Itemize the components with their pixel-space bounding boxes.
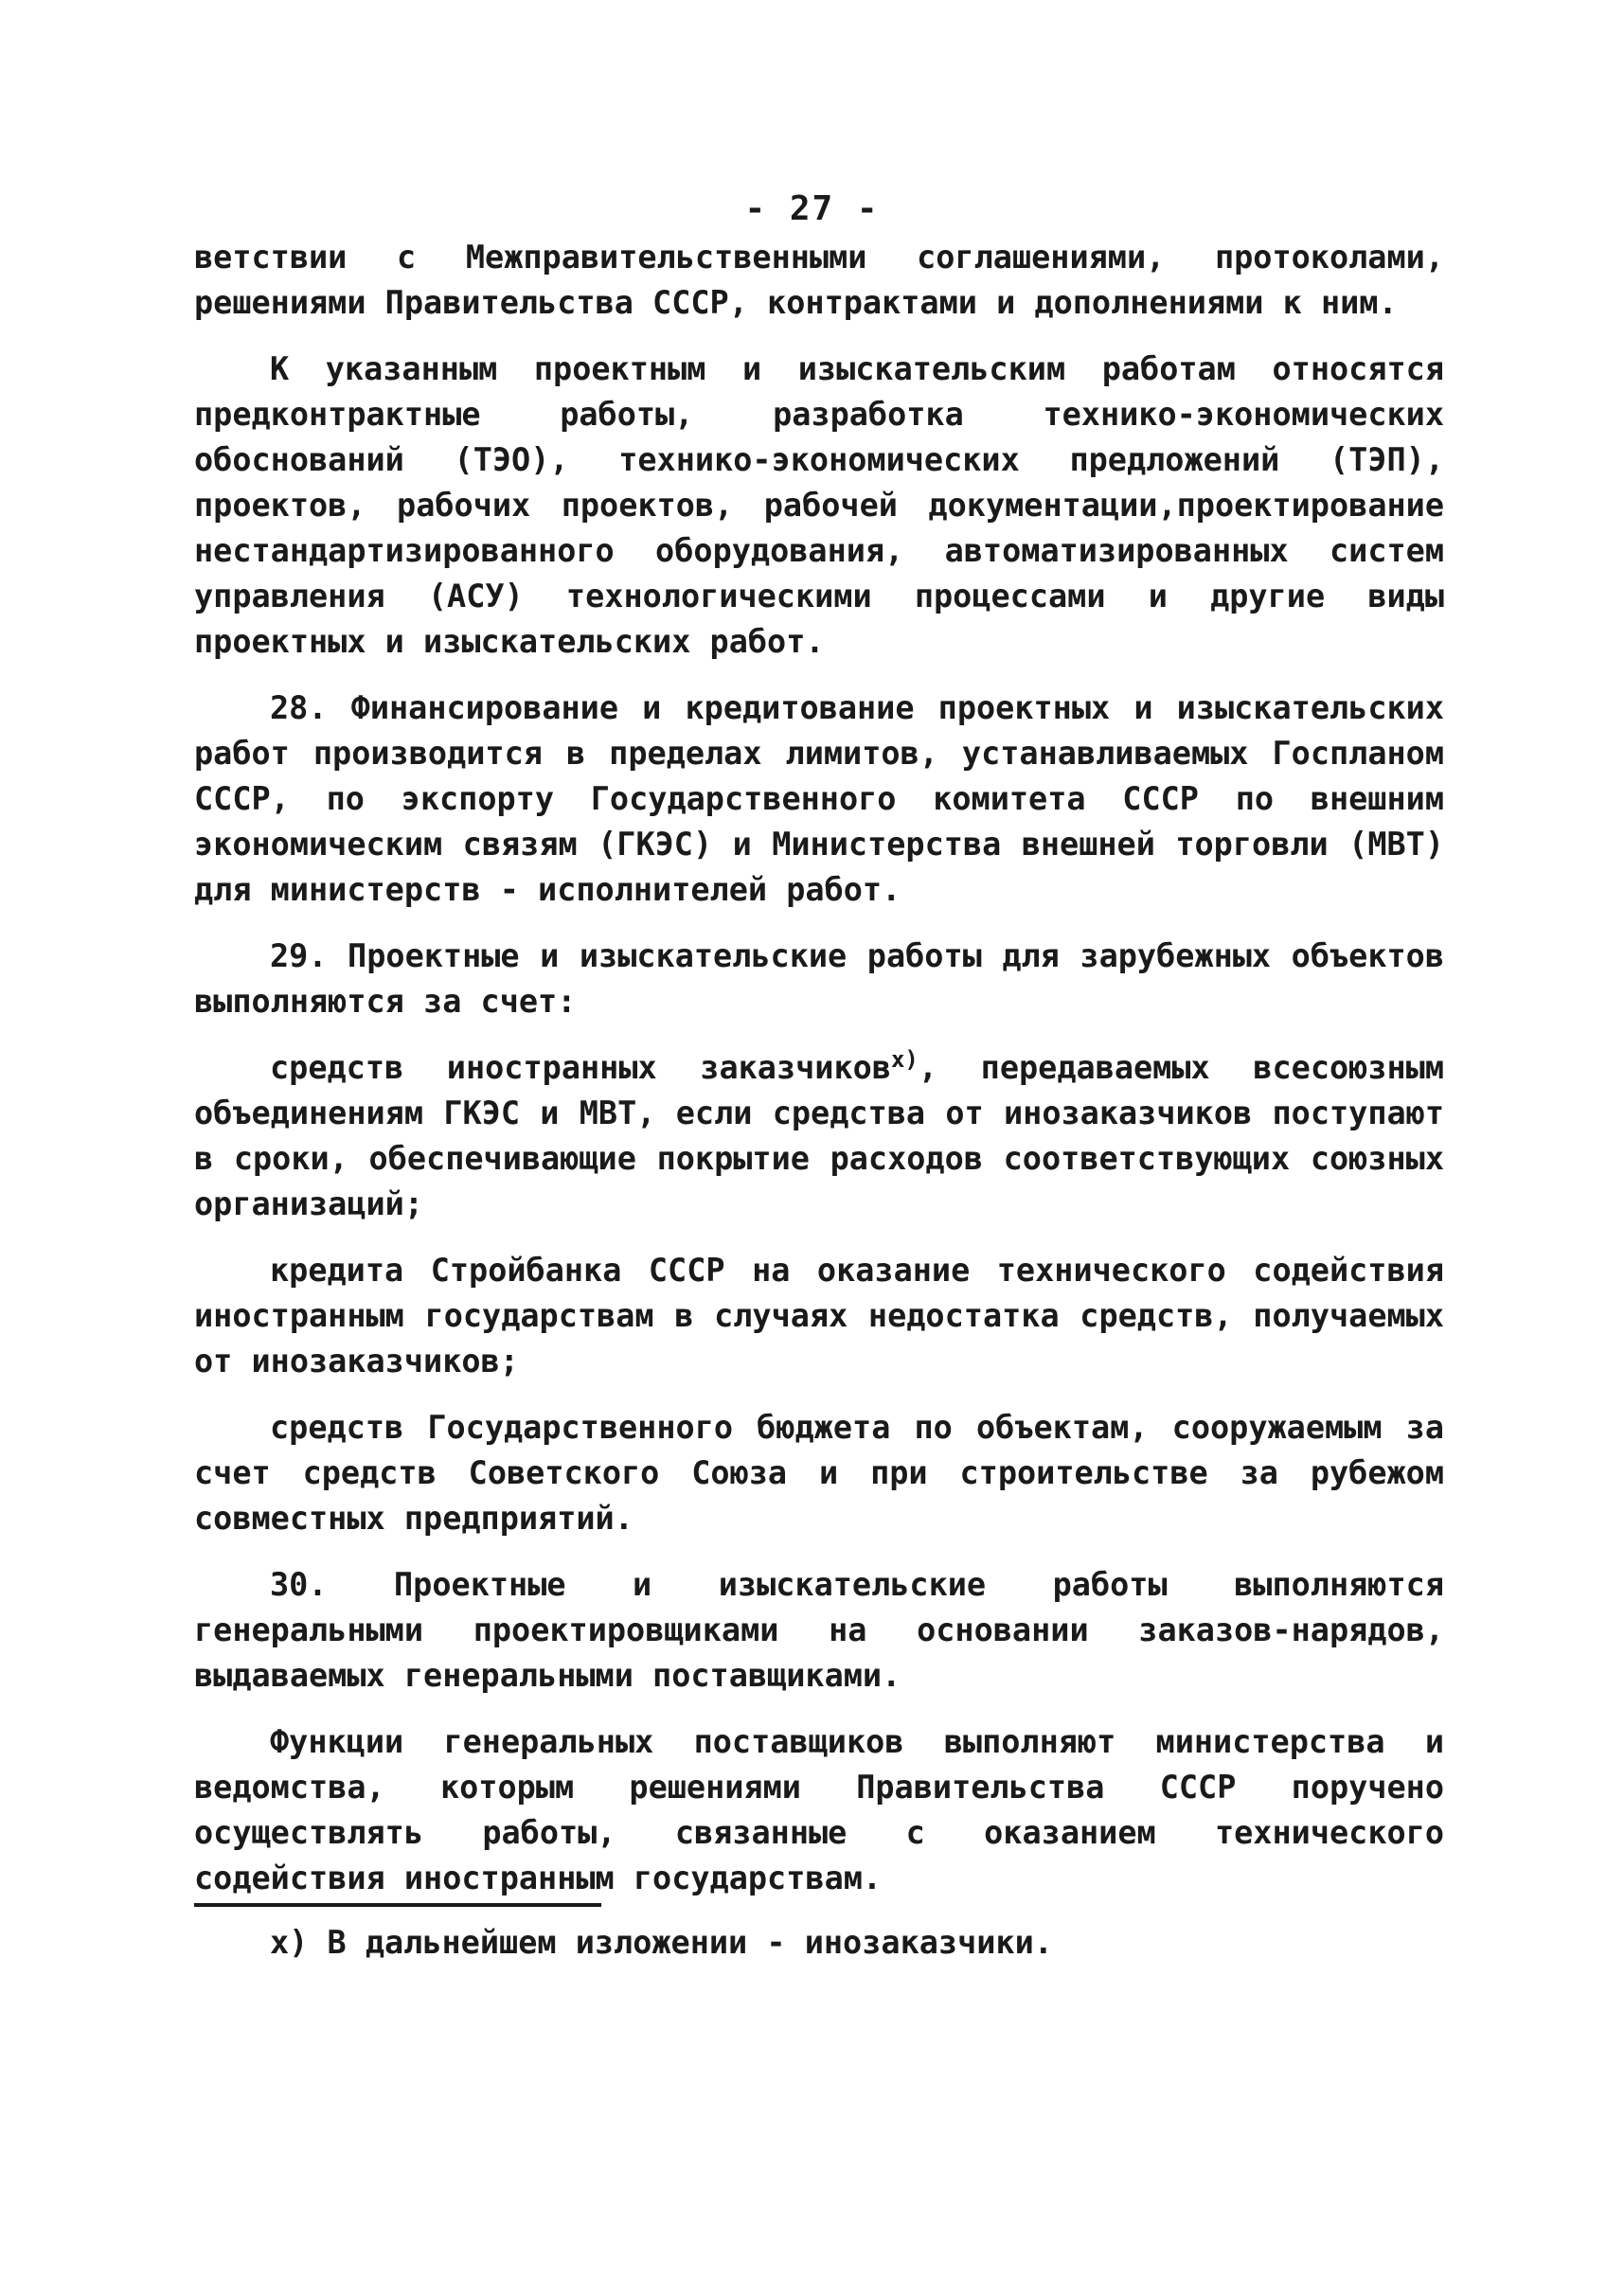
footnote-divider [194,1903,601,1907]
foreign-funds-text-start: средств иностранных заказчиков [270,1049,891,1086]
paragraph-clause-29: 29. Проектные и изыскательские работы для зарубежных объектов выполняются за счет: [194,937,1444,1020]
footnote: x) В дальнейшем изложении - инозаказчики. [270,1924,1053,1961]
paragraph-continuation: ветствии с Межправительственными соглашениями, протоколами, решениями Правительства СССР, контрактами и дополнениями к ним. [194,239,1444,321]
paragraph-foreign-funds [194,1045,1444,1227]
footnote-mark: x) [890,1045,919,1073]
paragraph-clause-28: 28. Финансирование и кредитование проектных и изыскательских работ производится в пределах лимитов, устанавливаемых Госпланом СССР, по экспорту Государственного комитета СССР по внешним экономическим связям (ГКЭС) и Министерства внешней торговли (МВТ) для министерств - исполнителей работ. [194,689,1444,908]
paragraph-stroibank-credit: кредита Стройбанка СССР на оказание технического содействия иностранным государствам в случаях недостатка средств, получаемых от инозаказчиков; [194,1252,1444,1379]
document-body [194,235,1444,1922]
foreign-funds-text-end: , передаваемых всесоюзным объединениям ГКЭС и МВТ, если средства от инозаказчиков поступают в сроки, обеспечивающие покрытие расходов соответствующих союзных организаций; [194,1049,1444,1222]
paragraph-general-suppliers: Функции генеральных поставщиков выполняют министерства и ведомства, которым решениями Правительства СССР поручено осуществлять работы, связанные с оказанием технического содействия иностранным государствам. [194,1723,1444,1896]
paragraph-design-works-scope: К указанным проектным и изыскательским работам относятся предконтрактные работы, разработка технико-экономических обоснований (ТЭО), технико-экономических предложений (ТЭП), проектов, рабочих проектов, рабочей документации,проектирование нестандартизированного оборудования, автоматизированных систем управления (АСУ) технологическими процессами и другие виды проектных и изыскательских работ. [194,350,1444,660]
page-number: - 27 - [744,189,880,228]
paragraph-clause-30: 30. Проектные и изыскательские работы выполняются генеральными проектировщиками на основании заказов-нарядов, выдаваемых генеральными поставщиками. [194,1566,1444,1694]
paragraph-state-budget: средств Государственного бюджета по объектам, сооружаемым за счет средств Советского Союза и при строительстве за рубежом совместных предприятий. [194,1409,1444,1537]
